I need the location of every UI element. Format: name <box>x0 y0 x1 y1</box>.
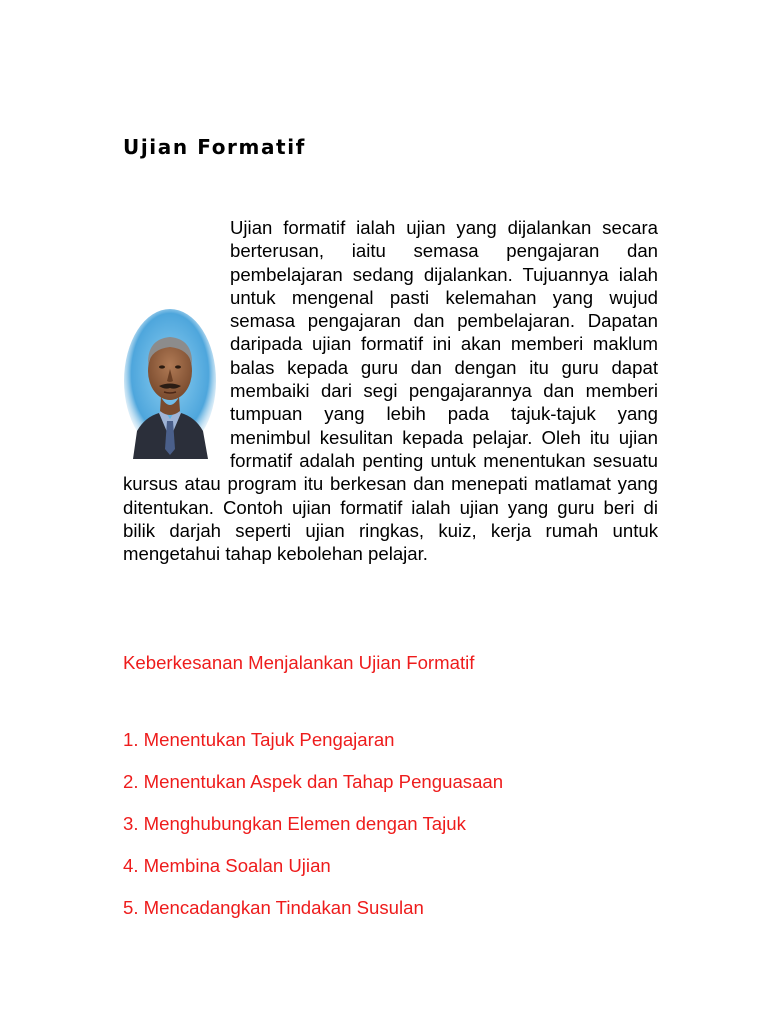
list-item: 3. Menghubungkan Elemen dengan Tajuk <box>123 813 466 834</box>
step-list <box>123 728 503 938</box>
list-item: 4. Membina Soalan Ujian <box>123 855 331 876</box>
body-paragraph <box>123 216 658 565</box>
paragraph-text: Ujian formatif ialah ujian yang dijalankan secara berterusan, iaitu semasa pengajaran dan pembelajaran sedang dijalankan. Tujuannya ialah untuk mengenal pasti kelemahan yang wujud semasa pengajaran dan pembelajaran. Dapatan daripada ujian formatif ini akan memberi maklum balas kepada guru dan dengan itu guru dapat membaiki dari segi pengajarannya dan memberi tumpuan yang lebih pada tajuk-tajuk yang menimbul kesulitan kepada pelajar. Oleh itu ujian formatif adalah penting untuk menentukan sesuatu kursus atau program itu berkesan dan menepati matlamat yang ditentukan. Contoh ujian formatif ialah ujian yang guru beri di bilik darjah seperti ujian ringkas, kuiz, kerja rumah untuk mengetahui tahap kebolehan pelajar. <box>123 217 658 565</box>
list-item: 5. Mencadangkan Tindakan Susulan <box>123 897 424 918</box>
portrait-photo <box>123 309 218 459</box>
section-heading: Keberkesanan Menjalankan Ujian Formatif <box>123 652 475 673</box>
page-title: Ujian Formatif <box>123 135 306 159</box>
list-item: 1. Menentukan Tajuk Pengajaran <box>123 729 395 750</box>
list-item: 2. Menentukan Aspek dan Tahap Penguasaan <box>123 771 504 792</box>
